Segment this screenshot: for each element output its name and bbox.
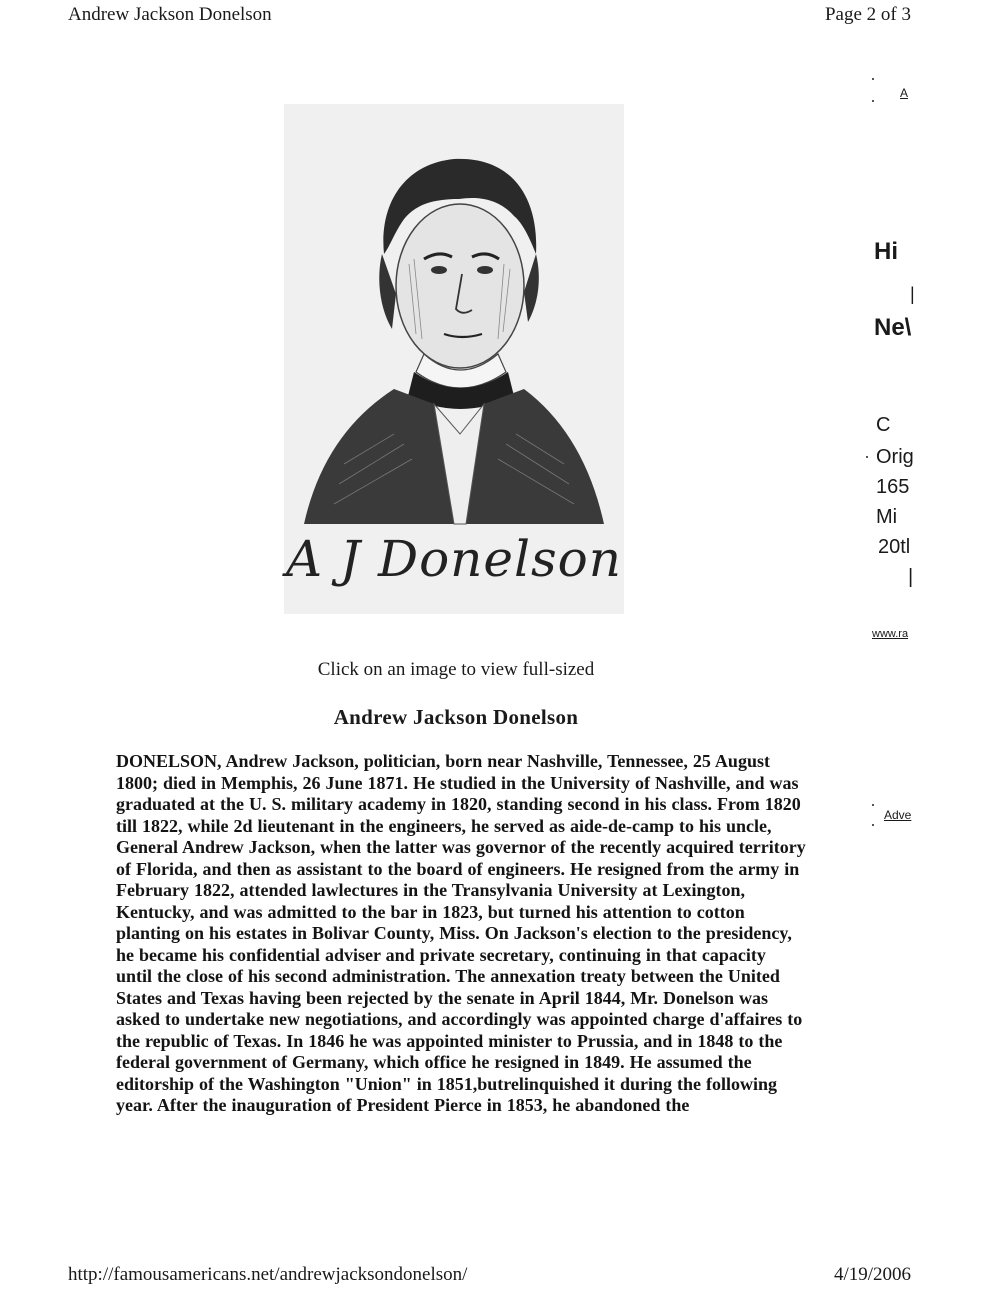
scan-speck — [866, 456, 868, 458]
ad-url-link[interactable]: www.ra — [872, 628, 909, 640]
print-footer-url: http://famousamericans.net/andrewjacksondonelson/ — [68, 1264, 468, 1285]
print-header-title: Andrew Jackson Donelson — [68, 4, 272, 25]
ad-text-line: 20tl — [878, 536, 911, 558]
ad-separator: | — [910, 284, 915, 304]
print-header-page-number: Page 2 of 3 — [824, 4, 911, 25]
ad-text-line: C — [876, 414, 891, 436]
portrait-signature: A J Donelson — [286, 530, 622, 588]
scan-speck — [872, 78, 874, 80]
ad-text-line: Mi — [876, 506, 898, 528]
ad-heading: Hi — [874, 238, 898, 265]
scan-speck — [872, 804, 874, 806]
ad-subheading: Ne\ — [874, 314, 912, 341]
ad-text-line: Orig — [876, 446, 914, 468]
ad-top-link[interactable]: A — [900, 86, 909, 100]
ad-text-line: | — [908, 566, 914, 588]
scan-speck — [872, 824, 874, 826]
article-body: DONELSON, Andrew Jackson, politician, born near Nashville, Tennessee, 25 August 1800; died in Memphis, 26 June 1871. He studied in the University of Nashville, and was graduated at the U. S. military academy in 1820, standing second in his class. From 1820 till 1822, while 2d lieutenant in the engineers, he served as aide-de-camp to his uncle, General Andrew Jackson, when the latter was governor of the recently acquired territory of Florida, and then as assistant to the board of engineers. He resigned from the army in February 1822, attended lawlectures in the Transylvania University at Lexington, Kentucky, and was admitted to the bar in 1823, but turned his attention to cotton planting on his estates in Bolivar County, Miss. On Jackson's election to the presidency, he became his confidential adviser and private secretary, continuing in that capacity until the close of his second administration. The annexation treaty between the United States and Texas having been rejected by the senate in April 1844, Mr. Donelson was asked to undertake new negotiations, and accordingly was appointed charge d'affaires to the republic of Texas. In 1846 he was appointed minister to Prussia, and in 1848 to the federal government of Germany, which office he resigned in 1849. He assumed the editorship of the Washington "Union" in 1851,butrelinquished it during the following year. After the inauguration of President Pierce in 1853, he abandoned the — [116, 751, 806, 1115]
portrait-image[interactable] — [284, 104, 624, 614]
image-caption: Click on an image to view full-sized — [317, 659, 595, 680]
ad-advertisement-link[interactable]: Adve — [884, 808, 912, 822]
print-footer-date: 4/19/2006 — [833, 1264, 911, 1285]
article-title: Andrew Jackson Donelson — [333, 705, 579, 729]
scan-speck — [872, 100, 874, 102]
ad-text-line: 165 — [876, 476, 910, 498]
